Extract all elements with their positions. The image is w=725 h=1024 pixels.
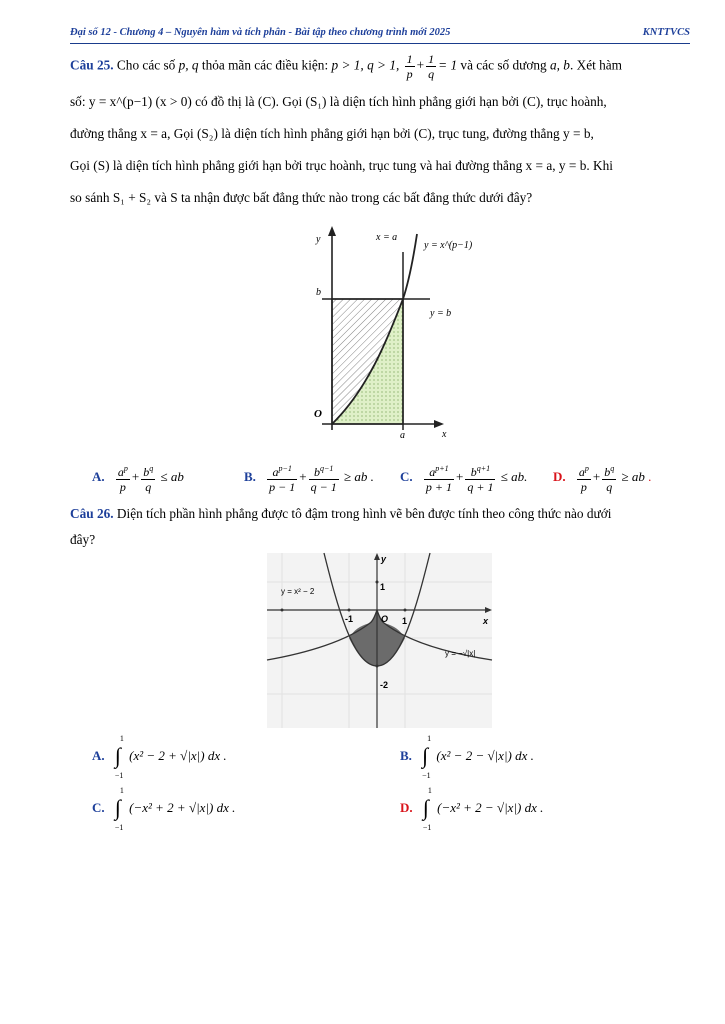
label-1-y: 1 xyxy=(380,582,386,592)
q26-line2: đây? xyxy=(70,532,96,547)
q26-option-c[interactable]: C. 1 ∫ −1 (−x² + 2 + √|x|) dx . xyxy=(92,786,236,832)
q26-line1 xyxy=(70,504,611,524)
q26-text: Diện tích phần hình phẳng được tô đậm trong hình vẽ bên được tính theo công thức nào dưới xyxy=(116,506,612,521)
header-title: Đại số 12 - Chương 4 – Nguyên hàm và tích phân - Bài tập theo chương trình mới 2025 xyxy=(70,27,451,38)
label-o: O xyxy=(314,408,322,420)
q25-option-b[interactable]: B. $\frac{a^{p-1}}{p - 1}$ + $\frac{b^{q-1}}{q - 1}$ ≥ ab . xyxy=(244,464,374,494)
q25-figure xyxy=(300,222,473,447)
label-o: O xyxy=(381,614,389,624)
q25-text: thỏa mãn các điều kiện: xyxy=(201,57,329,73)
q25-vars: p, q xyxy=(178,57,199,73)
q25-line2: số: y = x^(p−1) (x > 0) có đồ thị là (C). Gọi (S₁) là diện tích hình phẳng giới hạn bởi (C), trục hoành, xyxy=(70,94,607,109)
q25-frac1: $\frac{1}{p}$ xyxy=(406,52,413,81)
q25-line3: đường thẳng x = a, Gọi (S₂) là diện tích hình phẳng giới hạn bởi (C), trục tung, đường thẳng y = b, xyxy=(70,126,594,141)
q25-cond: p > 1, xyxy=(331,57,364,73)
q25-option-c[interactable]: C. $\frac{a^{p+1}}{p + 1}$ + $\frac{b^{q+1}}{q + 1}$ ≤ ab. xyxy=(400,464,528,494)
label-a: a xyxy=(400,430,405,441)
q25-plus: + xyxy=(416,57,425,73)
q25-label: Câu 25. xyxy=(70,57,114,73)
q26-option-b[interactable]: B. 1 ∫ −1 (x² − 2 − √|x|) dx . xyxy=(400,734,534,780)
label-y: y xyxy=(316,234,321,245)
label-b: b xyxy=(316,287,321,298)
label-x: x xyxy=(442,429,447,440)
label-sqrt: y = −√|x| xyxy=(445,649,476,658)
q25-cond: q > 1, xyxy=(367,57,400,73)
label-y-eq-b: y = b xyxy=(430,308,452,319)
label-y: y xyxy=(381,554,387,564)
q25-ab: a, b xyxy=(550,57,570,73)
label-minus2: -2 xyxy=(380,680,389,690)
q25-eq: = 1 xyxy=(438,57,458,73)
q26-label: Câu 26. xyxy=(70,506,114,521)
label-1-x: 1 xyxy=(402,616,408,626)
label-x: x xyxy=(483,616,489,626)
q25-text: . Xét hàm xyxy=(569,57,623,73)
label-minus1: -1 xyxy=(345,614,354,624)
page-header xyxy=(70,27,690,44)
q26-option-a[interactable]: A. 1 ∫ −1 (x² − 2 + √|x|) dx . xyxy=(92,734,227,780)
q25-line4: Gọi (S) là diện tích hình phẳng giới hạn bởi trục hoành, trục tung và hai đường thẳng x = a, y = b. Khi xyxy=(70,158,613,173)
q25-option-d[interactable]: D. $\frac{a^p}{p}$ + $\frac{b^q}{q}$ ≥ ab . xyxy=(553,464,652,494)
q26-figure xyxy=(267,553,492,728)
q25-text: Cho các số xyxy=(116,57,176,73)
q25-line5: so sánh S₁ + S₂ và S ta nhận được bất đẳng thức nào trong các bất đẳng thức dưới đây? xyxy=(70,190,533,205)
label-x-eq-a: x = a xyxy=(376,232,398,243)
q26-option-d[interactable]: D. 1 ∫ −1 (−x² + 2 − √|x|) dx . xyxy=(400,786,544,832)
header-code: KNTTVCS xyxy=(642,27,690,38)
label-parabola: y = x² − 2 xyxy=(281,587,315,596)
q25-line1 xyxy=(70,52,622,81)
q25-option-a[interactable]: A. $\frac{a^p}{p}$ + $\frac{b^q}{q}$ ≤ ab xyxy=(92,464,184,494)
q25-text: và các số dương xyxy=(460,57,547,73)
label-curve: y = x^(p−1) xyxy=(424,240,473,251)
q25-frac2: $\frac{1}{q}$ xyxy=(428,52,435,81)
